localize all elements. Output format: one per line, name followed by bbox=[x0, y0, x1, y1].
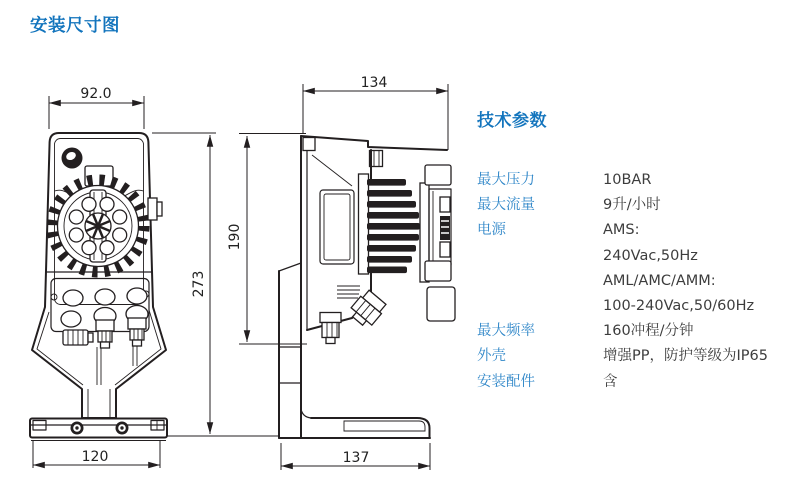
dimension-front-width bbox=[49, 86, 144, 129]
spec-label: 电源 bbox=[477, 222, 506, 239]
spec-row-power-supply bbox=[477, 218, 797, 319]
spec-row-max-flow bbox=[477, 193, 797, 218]
spec-value: 160冲程/分钟 bbox=[603, 323, 694, 340]
spec-row-max-frequency bbox=[477, 319, 797, 344]
side-height-dim-label: 190 bbox=[227, 223, 243, 251]
dimension-front-base bbox=[33, 441, 160, 468]
specs-panel bbox=[477, 111, 797, 395]
dimension-side-base bbox=[281, 443, 430, 470]
spec-label: 最大流量 bbox=[477, 197, 535, 214]
spec-value: AMS: bbox=[603, 222, 640, 239]
spec-value: 含 bbox=[603, 373, 618, 390]
pump-side-view bbox=[227, 75, 455, 470]
spec-label: 外壳 bbox=[477, 348, 506, 365]
control-knob bbox=[62, 148, 83, 169]
side-base-dim-label: 137 bbox=[342, 450, 370, 466]
spec-value: 240Vac,50Hz bbox=[603, 247, 698, 264]
front-height-dim-label: 273 bbox=[191, 270, 207, 298]
front-width-dim-label: 92.0 bbox=[80, 86, 112, 102]
valve-assembly bbox=[420, 165, 455, 321]
spec-value: 10BAR bbox=[603, 172, 652, 188]
spec-label: 最大压力 bbox=[477, 172, 535, 188]
front-base-dim-label: 120 bbox=[81, 449, 109, 465]
side-depth-dim-label: 134 bbox=[360, 75, 388, 91]
spec-value: 100-240Vac,50/60Hz bbox=[603, 298, 755, 315]
dimension-side-height bbox=[227, 134, 307, 345]
specs-table bbox=[477, 168, 797, 395]
pump-head-gear bbox=[52, 180, 162, 272]
spec-label: 安装配件 bbox=[477, 373, 535, 390]
finned-motor-housing bbox=[359, 174, 421, 274]
specs-heading: 技术参数 bbox=[477, 111, 547, 131]
spec-value: AML/AMC/AMM: bbox=[603, 272, 716, 289]
spec-row-max-pressure bbox=[477, 168, 797, 193]
spec-label: 最大频率 bbox=[477, 323, 535, 340]
side-cable-glands bbox=[320, 289, 388, 344]
spec-row-housing bbox=[477, 344, 797, 369]
page-title: 安装尺寸图 bbox=[30, 16, 120, 36]
spec-row-mounting-kit bbox=[477, 370, 797, 395]
mounting-base-front bbox=[30, 419, 167, 441]
spec-value: 增强PP，防护等级为IP65 bbox=[603, 348, 768, 365]
pump-front-view bbox=[30, 86, 278, 468]
spec-value: 9升/小时 bbox=[603, 197, 661, 214]
dimension-front-height bbox=[152, 133, 278, 436]
